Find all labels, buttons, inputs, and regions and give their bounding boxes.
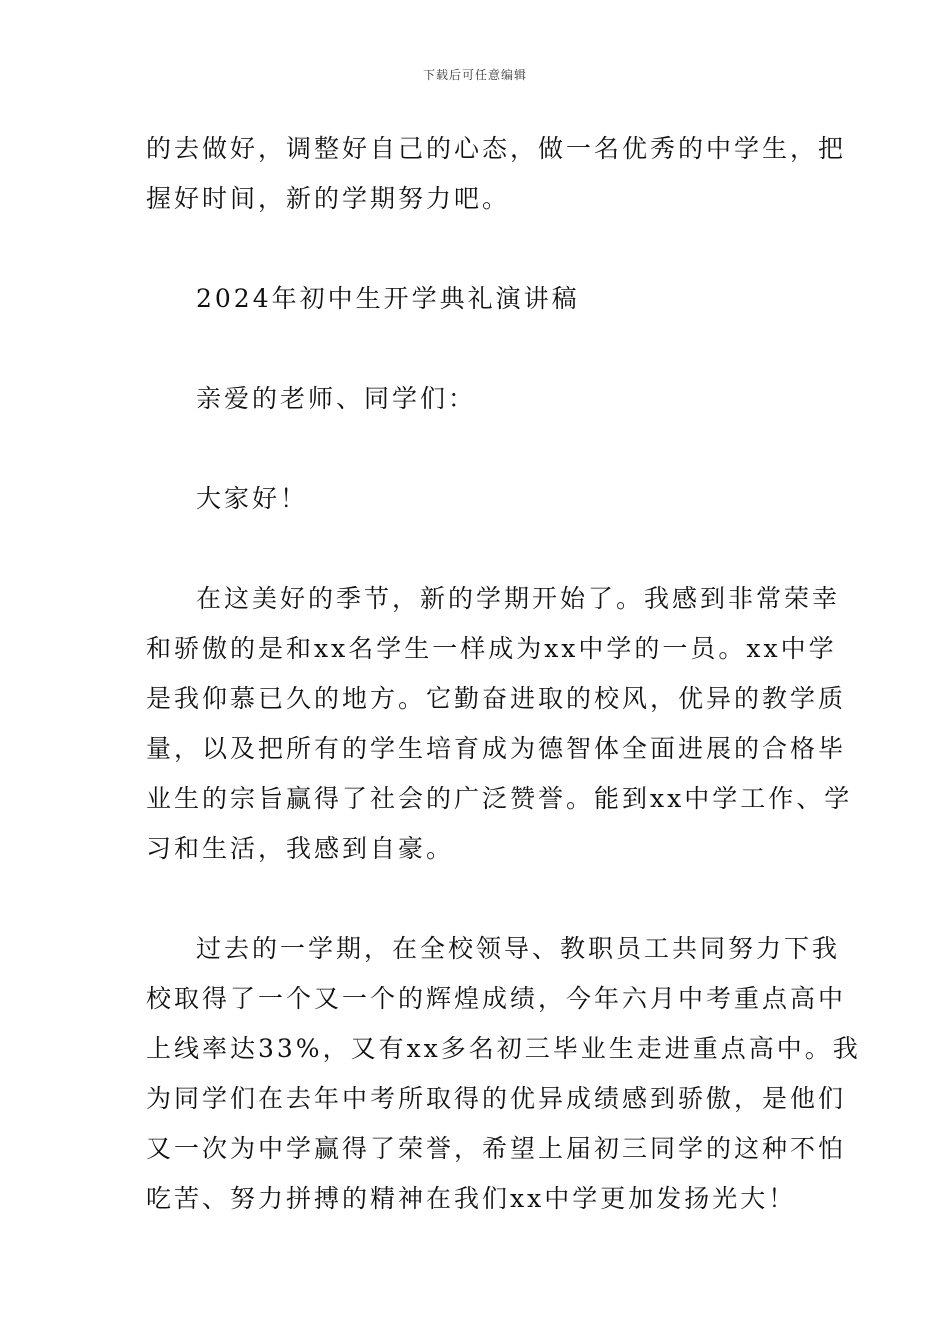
text-line: 为同学们在去年中考所取得的优异成绩感到骄傲，是他们 [146,1084,847,1113]
text-line: 校取得了一个又一个的辉煌成绩，今年六月中考重点高中 [146,984,847,1013]
greeting [146,474,808,524]
paragraph-gap [146,524,808,574]
text-line: 在这美好的季节，新的学期开始了。我感到非常荣幸 [196,584,841,613]
paragraph-gap [146,224,808,274]
text-line: 吃苦、努力拼搏的精神在我们xx中学更加发扬光大！ [146,1184,797,1213]
paragraph-gap [146,424,808,474]
text-line: 又一次为中学赢得了荣誉，希望上届初三同学的这种不怕 [146,1134,847,1163]
text-line: 的去做好，调整好自己的心态，做一名优秀的中学生，把 [146,134,847,163]
page-header: 下载后可任意编辑 [422,68,527,82]
text-line: 2024年初中生开学典礼演讲稿 [196,284,580,313]
text-line: 上线率达33%，又有xx多名初三毕业生走进重点高中。我 [146,1034,861,1063]
salutation [146,374,808,424]
paragraph-gap [146,874,808,924]
text-line: 大家好！ [196,484,309,513]
paragraph-achievements [146,924,861,1224]
paragraph-closing-previous [146,124,847,224]
text-line: 握好时间，新的学期努力吧。 [146,184,511,213]
text-line: 是我仰慕已久的地方。它勤奋进取的校风，优异的教学质 [146,684,847,713]
text-line: 亲爱的老师、同学们： [196,384,477,413]
document-body [146,124,861,1224]
speech-title [146,274,808,324]
text-line: 业生的宗旨赢得了社会的广泛赞誉。能到xx中学工作、学 [146,784,853,813]
paragraph-intro [146,574,853,874]
paragraph-gap [146,324,808,374]
text-line: 习和生活，我感到自豪。 [146,834,455,863]
text-line: 过去的一学期，在全校领导、教职员工共同努力下我 [196,934,841,963]
text-line: 和骄傲的是和xx名学生一样成为xx中学的一员。xx中学 [146,634,837,663]
text-line: 量，以及把所有的学生培育成为德智体全面进展的合格毕 [146,734,847,763]
